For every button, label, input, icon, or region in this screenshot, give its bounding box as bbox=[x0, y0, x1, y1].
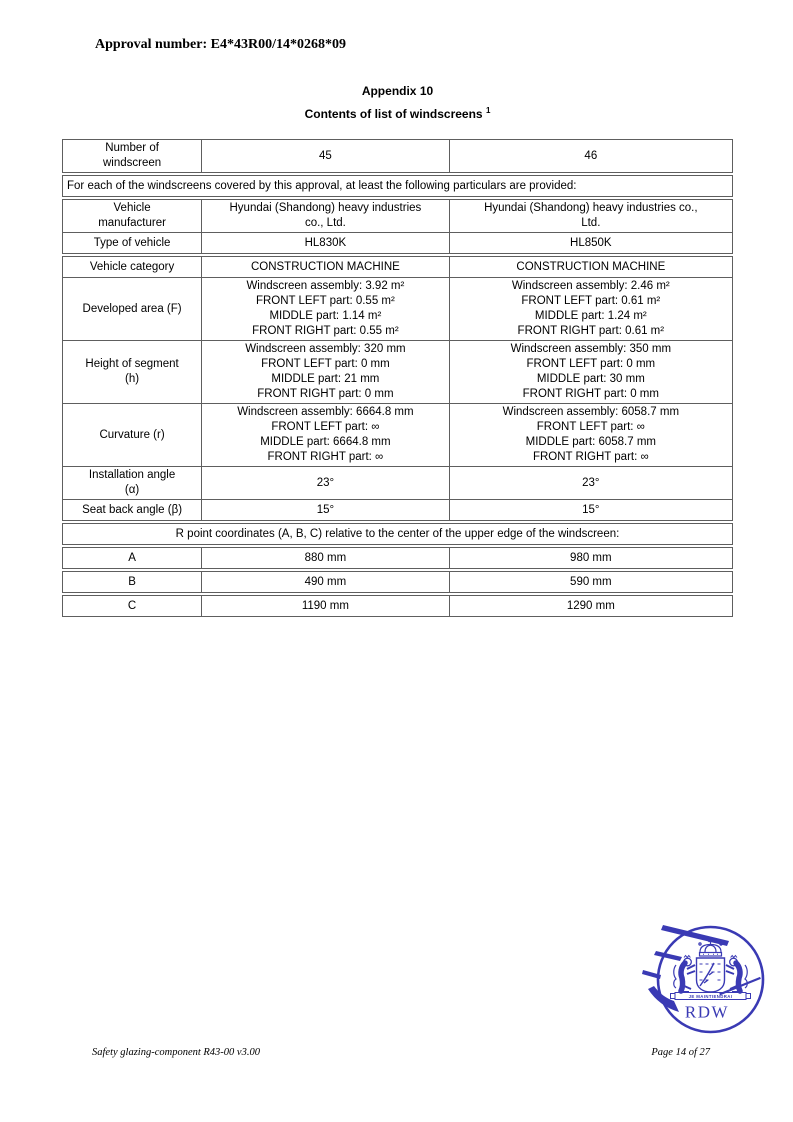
cell-windscreen-46: 23° bbox=[582, 476, 600, 489]
row-label: C bbox=[63, 596, 202, 616]
table-row bbox=[62, 277, 733, 341]
cell-windscreen-45: 1190 mm bbox=[202, 596, 450, 616]
cell-windscreen-46: 15° bbox=[582, 503, 600, 516]
table-row bbox=[62, 403, 733, 467]
cell-windscreen-45: Windscreen assembly: 6664.8 mm FRONT LEFT part: ∞ MIDDLE part: 6664.8 mm FRONT RIGHT part: ∞ bbox=[202, 404, 450, 466]
table-row bbox=[62, 523, 733, 545]
table-note: For each of the windscreens covered by this approval, at least the following particulars are provided: bbox=[67, 179, 577, 192]
table-row bbox=[62, 232, 733, 254]
row-label: Curvature (r) bbox=[63, 404, 202, 466]
row-label: Vehicle manufacturer bbox=[63, 200, 202, 232]
page-number: Page 14 of 27 bbox=[651, 1047, 710, 1058]
table-row bbox=[62, 175, 733, 197]
row-label: Developed area (F) bbox=[63, 278, 202, 340]
row-label: Installation angle (α) bbox=[63, 467, 202, 499]
table-row bbox=[62, 466, 733, 500]
subtitle-text: Contents of list of windscreens bbox=[304, 107, 483, 121]
cell-windscreen-46: HL850K bbox=[570, 236, 612, 249]
cell-windscreen-45: Hyundai (Shandong) heavy industries co., Ltd. bbox=[202, 200, 450, 232]
cell-windscreen-45: 23° bbox=[202, 467, 450, 499]
cell-windscreen-46: Windscreen assembly: 6058.7 mm FRONT LEFT part: ∞ MIDDLE part: 6058.7 mm FRONT RIGHT part: ∞ bbox=[502, 406, 680, 463]
cell-windscreen-46: 590 mm bbox=[570, 575, 612, 588]
page-footer bbox=[92, 1047, 710, 1058]
rdw-stamp bbox=[633, 913, 773, 1038]
table-row bbox=[62, 199, 733, 233]
row-label: Seat back angle (β) bbox=[63, 500, 202, 520]
footnote-marker: 1 bbox=[485, 106, 491, 115]
cell-windscreen-45: HL830K bbox=[202, 233, 450, 253]
cell-windscreen-46: 980 mm bbox=[570, 551, 612, 564]
cell-windscreen-46: Windscreen assembly: 2.46 m² FRONT LEFT part: 0.61 m² MIDDLE part: 1.24 m² FRONT RIGHT part: 0.61 m² bbox=[511, 280, 670, 337]
table-note: R point coordinates (A, B, C) relative to the center of the upper edge of the windscreen: bbox=[175, 527, 620, 540]
table-row bbox=[62, 139, 733, 173]
cell-windscreen-45: Windscreen assembly: 320 mm FRONT LEFT part: 0 mm MIDDLE part: 21 mm FRONT RIGHT part: 0 mm bbox=[202, 341, 450, 403]
stamp-org: RDW bbox=[684, 1002, 730, 1022]
document-version: Safety glazing-component R43-00 v3.00 bbox=[92, 1047, 260, 1058]
cell-windscreen-45: CONSTRUCTION MACHINE bbox=[202, 257, 450, 277]
right-lion-icon bbox=[726, 956, 747, 993]
cell-windscreen-46: Hyundai (Shandong) heavy industries co., Ltd. bbox=[484, 202, 698, 229]
cell-windscreen-45: 490 mm bbox=[202, 572, 450, 592]
row-label: Type of vehicle bbox=[63, 233, 202, 253]
motto-banner bbox=[671, 993, 751, 1000]
table-row bbox=[62, 595, 733, 617]
cell-windscreen-46: 1290 mm bbox=[566, 599, 615, 612]
coat-of-arms-icon bbox=[671, 940, 751, 1000]
row-label: A bbox=[63, 548, 202, 568]
row-label: Number of windscreen bbox=[63, 140, 202, 172]
page-subtitle bbox=[62, 106, 733, 121]
stamp-motto: JE MAINTIENDRAI bbox=[688, 993, 733, 999]
table-row bbox=[62, 256, 733, 278]
cell-windscreen-46: CONSTRUCTION MACHINE bbox=[516, 260, 666, 273]
table-row bbox=[62, 499, 733, 521]
cell-windscreen-46: Windscreen assembly: 350 mm FRONT LEFT part: 0 mm MIDDLE part: 30 mm FRONT RIGHT part: 0 mm bbox=[510, 343, 672, 400]
appendix-title: Appendix 10 bbox=[361, 84, 434, 98]
cell-windscreen-45: Windscreen assembly: 3.92 m² FRONT LEFT part: 0.55 m² MIDDLE part: 1.14 m² FRONT RIGHT part: 0.55 m² bbox=[202, 278, 450, 340]
row-label: Height of segment (h) bbox=[63, 341, 202, 403]
rdw-stamp-icon bbox=[633, 913, 773, 1038]
row-label: Vehicle category bbox=[63, 257, 202, 277]
left-lion-icon bbox=[674, 956, 695, 993]
approval-number: Approval number: E4*43R00/14*0268*09 bbox=[95, 37, 346, 52]
row-label: B bbox=[63, 572, 202, 592]
table-row bbox=[62, 340, 733, 404]
table-row bbox=[62, 547, 733, 569]
table-row bbox=[62, 571, 733, 593]
cell-windscreen-45: 880 mm bbox=[202, 548, 450, 568]
cell-windscreen-45: 45 bbox=[202, 140, 450, 172]
cell-windscreen-45: 15° bbox=[202, 500, 450, 520]
windscreen-table bbox=[62, 140, 733, 617]
cell-windscreen-46: 46 bbox=[584, 149, 598, 162]
